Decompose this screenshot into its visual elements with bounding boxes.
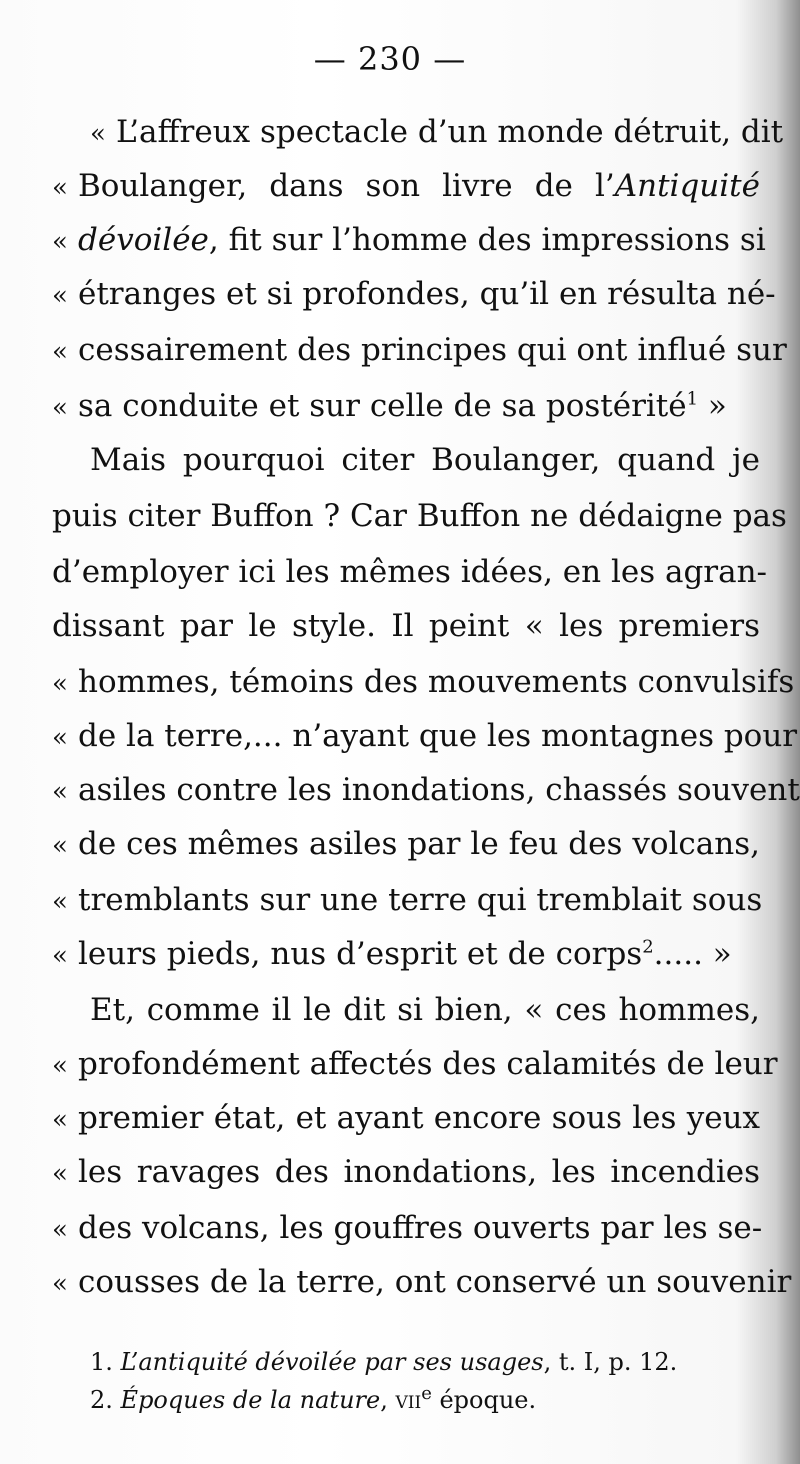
line-text: , fit sur l’homme des impressions si (208, 222, 766, 258)
text-line (52, 716, 798, 758)
line-text: » (698, 388, 727, 424)
line-text: premier état, et ayant encore sous les yeux (78, 1100, 760, 1136)
guillemet: « (52, 941, 68, 971)
footnote-ref: 1 (686, 388, 699, 410)
line-text: cousses de la terre, ont conservé un souvenir (78, 1264, 792, 1300)
line-text: tremblants sur une terre qui tremblait sous (78, 882, 763, 918)
guillemet: « (52, 669, 68, 699)
line-text: de ces mêmes asiles par le feu des volcans, (78, 826, 760, 862)
footnote (90, 1346, 677, 1378)
guillemet: « (52, 1159, 68, 1189)
page-number: — 230 — (313, 40, 467, 78)
line-text: profondément affectés des calamités de leur (78, 1046, 778, 1082)
guillemet: « (52, 1105, 68, 1135)
line-text: hommes, témoins des mouvements convulsifs (78, 664, 795, 700)
guillemet: « (52, 337, 68, 367)
italic-title: dévoilée (78, 222, 209, 258)
text-line (52, 1262, 792, 1304)
footnote-text: vii (395, 1386, 422, 1414)
line-text: de la terre,... n’ayant que les montagnes pour (78, 718, 798, 754)
text-line (90, 440, 760, 480)
text-line (52, 496, 787, 536)
footnote-text: e (421, 1383, 432, 1404)
text-line (52, 880, 763, 922)
line-text: les ravages des inondations, les incendies (78, 1154, 760, 1190)
line-text: L’affreux spectacle d’un monde détruit, dit (116, 114, 784, 150)
text-line (52, 662, 795, 704)
guillemet: « (90, 119, 106, 149)
guillemet: « (52, 393, 68, 423)
guillemet: « (52, 227, 68, 257)
text-line (52, 824, 760, 866)
text-line (52, 1098, 760, 1140)
line-text: d’employer ici les mêmes idées, en les agran- (52, 554, 768, 590)
footnote-number: 1. (90, 1348, 113, 1376)
text-line (52, 274, 776, 316)
text-line (90, 112, 784, 154)
text-line (52, 386, 760, 428)
guillemet: « (52, 777, 68, 807)
line-text: Et, comme il le dit si bien, « ces hommes, (90, 992, 760, 1028)
line-text: dissant par le style. Il peint « les premiers (52, 608, 760, 644)
text-line (52, 1152, 760, 1194)
footnote-title: L’antiquité dévoilée par ses usages (120, 1348, 544, 1376)
line-text: étranges et si profondes, qu’il en résulta né- (78, 276, 776, 312)
text-line (52, 552, 768, 592)
footnote-ref: 2 (642, 936, 654, 958)
text-line (52, 220, 766, 262)
footnote-text: époque. (431, 1386, 537, 1414)
text-line (52, 166, 760, 208)
guillemet: « (52, 723, 68, 753)
line-text: Boulanger, dans son livre de l’ (78, 168, 615, 204)
line-text: des volcans, les gouffres ouverts par les se- (78, 1210, 763, 1246)
text-line (52, 606, 760, 646)
line-text: Mais pourquoi citer Boulanger, quand je (90, 442, 760, 478)
footnote (90, 1384, 536, 1416)
guillemet: « (52, 1269, 68, 1299)
line-text: sa conduite et sur celle de sa postérité (78, 388, 687, 424)
footnote-text: , t. I, p. 12. (543, 1348, 678, 1376)
text-line (52, 330, 787, 372)
italic-title: Antiquité (614, 168, 760, 204)
line-text: ..... » (653, 936, 732, 972)
text-line (90, 990, 760, 1030)
text-line (52, 1044, 778, 1086)
line-text: cessairement des principes qui ont influé sur (78, 332, 787, 368)
guillemet: « (52, 831, 68, 861)
text-line (52, 934, 760, 976)
text-line (52, 770, 800, 812)
line-text: puis citer Buffon ? Car Buffon ne dédaigne pas (52, 498, 787, 534)
guillemet: « (52, 281, 68, 311)
guillemet: « (52, 887, 68, 917)
line-text: leurs pieds, nus d’esprit et de corps (78, 936, 643, 972)
footnote-text: , (380, 1386, 396, 1414)
footnote-number: 2. (90, 1386, 113, 1414)
guillemet: « (52, 173, 68, 203)
line-text: asiles contre les inondations, chassés souvent (78, 772, 800, 808)
guillemet: « (52, 1051, 68, 1081)
footnote-title: Époques de la nature (120, 1386, 381, 1414)
guillemet: « (52, 1215, 68, 1245)
text-line (52, 1208, 763, 1250)
